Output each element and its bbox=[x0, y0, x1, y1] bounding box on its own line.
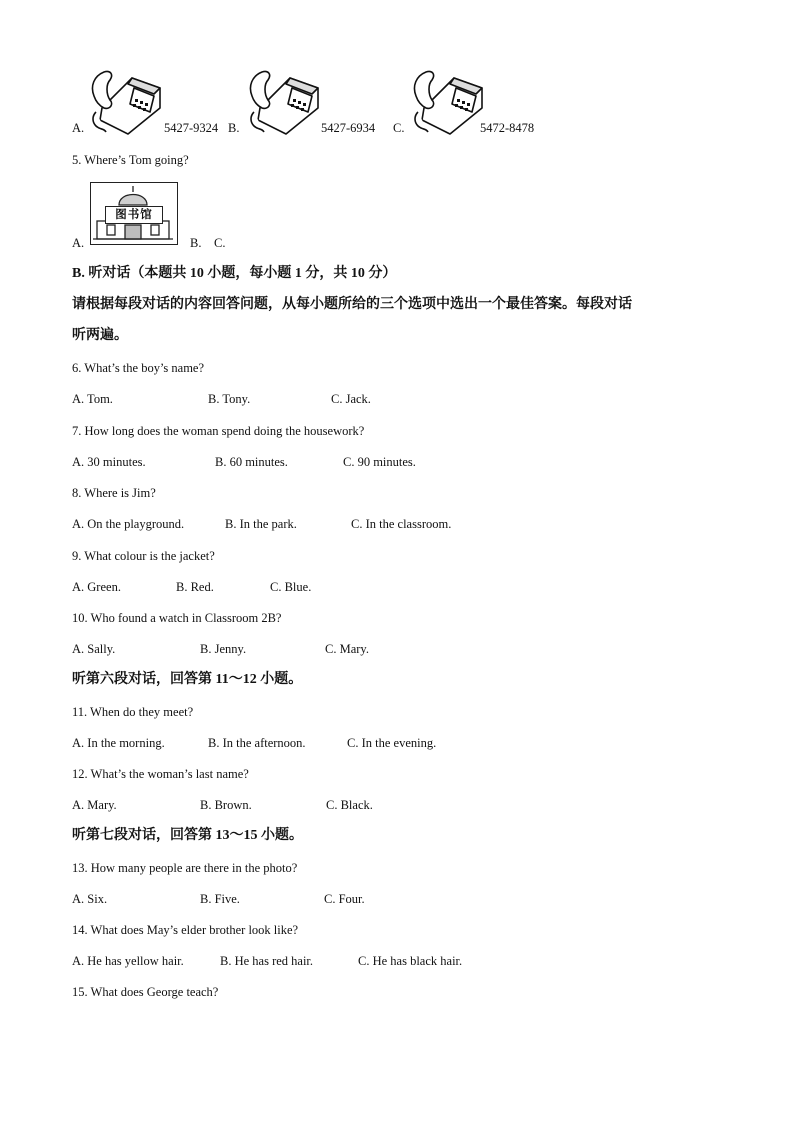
q4-option-b-letter[interactable]: B. bbox=[228, 121, 240, 135]
section-b-heading: B. 听对话（本题共 10 小题，每小题 1 分，共 10 分） bbox=[72, 266, 397, 281]
library-sign: 图书馆 bbox=[105, 206, 163, 224]
telephone-icon bbox=[88, 68, 168, 138]
question-9: 9. What colour is the jacket? bbox=[72, 549, 215, 563]
q6-option-a[interactable]: A. Tom. bbox=[72, 392, 113, 406]
q5-option-b-letter[interactable]: B. bbox=[190, 236, 202, 250]
q7-option-b[interactable]: B. 60 minutes. bbox=[215, 455, 288, 469]
question-11: 11. When do they meet? bbox=[72, 705, 194, 719]
q13-option-b[interactable]: B. Five. bbox=[200, 892, 240, 906]
question-12: 12. What’s the woman’s last name? bbox=[72, 767, 249, 781]
library-image bbox=[90, 182, 178, 245]
q8-option-b[interactable]: B. In the park. bbox=[225, 517, 297, 531]
q9-option-b[interactable]: B. Red. bbox=[176, 580, 214, 594]
q6-option-c[interactable]: C. Jack. bbox=[331, 392, 371, 406]
telephone-icon bbox=[246, 68, 326, 138]
q5-option-a-letter[interactable]: A. bbox=[72, 236, 85, 250]
q10-option-a[interactable]: A. Sally. bbox=[72, 642, 116, 656]
q4-option-a-number: 5427-9324 bbox=[164, 121, 219, 135]
group6-heading: 听第六段对话，回答第 11～12 小题。 bbox=[72, 672, 303, 687]
q14-option-b[interactable]: B. He has red hair. bbox=[220, 954, 314, 968]
question-6: 6. What’s the boy’s name? bbox=[72, 361, 205, 375]
q14-option-a[interactable]: A. He has yellow hair. bbox=[72, 954, 184, 968]
question-8: 8. Where is Jim? bbox=[72, 486, 156, 500]
q4-option-c-number: 5472-8478 bbox=[480, 121, 535, 135]
q6-option-b[interactable]: B. Tony. bbox=[208, 392, 251, 406]
q4-option-c-letter[interactable]: C. bbox=[393, 121, 405, 135]
q8-option-c[interactable]: C. In the classroom. bbox=[351, 517, 452, 531]
q9-option-c[interactable]: C. Blue. bbox=[270, 580, 312, 594]
q11-option-c[interactable]: C. In the evening. bbox=[347, 736, 437, 750]
q12-option-b[interactable]: B. Brown. bbox=[200, 798, 252, 812]
group7-heading: 听第七段对话，回答第 13～15 小题。 bbox=[72, 828, 303, 843]
q10-option-c[interactable]: C. Mary. bbox=[325, 642, 369, 656]
question-15: 15. What does George teach? bbox=[72, 985, 219, 999]
q11-option-a[interactable]: A. In the morning. bbox=[72, 736, 165, 750]
q4-option-b-number: 5427-6934 bbox=[321, 121, 376, 135]
q12-option-a[interactable]: A. Mary. bbox=[72, 798, 117, 812]
question-7: 7. How long does the woman spend doing the housework? bbox=[72, 424, 365, 438]
q12-option-c[interactable]: C. Black. bbox=[326, 798, 373, 812]
question-13: 13. How many people are there in the photo? bbox=[72, 861, 298, 875]
question-5: 5. Where’s Tom going? bbox=[72, 153, 189, 167]
q14-option-c[interactable]: C. He has black hair. bbox=[358, 954, 463, 968]
question-10: 10. Who found a watch in Classroom 2B? bbox=[72, 611, 282, 625]
section-b-instruction-line1: 请根据每段对话的内容回答问题，从每小题所给的三个选项中选出一个最佳答案。每段对话 bbox=[72, 297, 632, 312]
q13-option-a[interactable]: A. Six. bbox=[72, 892, 108, 906]
q10-option-b[interactable]: B. Jenny. bbox=[200, 642, 247, 656]
question-14: 14. What does May’s elder brother look like? bbox=[72, 923, 299, 937]
q5-option-c-letter[interactable]: C. bbox=[214, 236, 226, 250]
q4-option-a-letter[interactable]: A. bbox=[72, 121, 85, 135]
q11-option-b[interactable]: B. In the afternoon. bbox=[208, 736, 306, 750]
q9-option-a[interactable]: A. Green. bbox=[72, 580, 121, 594]
q7-option-a[interactable]: A. 30 minutes. bbox=[72, 455, 146, 469]
q8-option-a[interactable]: A. On the playground. bbox=[72, 517, 185, 531]
q13-option-c[interactable]: C. Four. bbox=[324, 892, 365, 906]
q7-option-c[interactable]: C. 90 minutes. bbox=[343, 455, 416, 469]
telephone-icon bbox=[410, 68, 490, 138]
section-b-instruction-line2: 听两遍。 bbox=[72, 328, 128, 343]
